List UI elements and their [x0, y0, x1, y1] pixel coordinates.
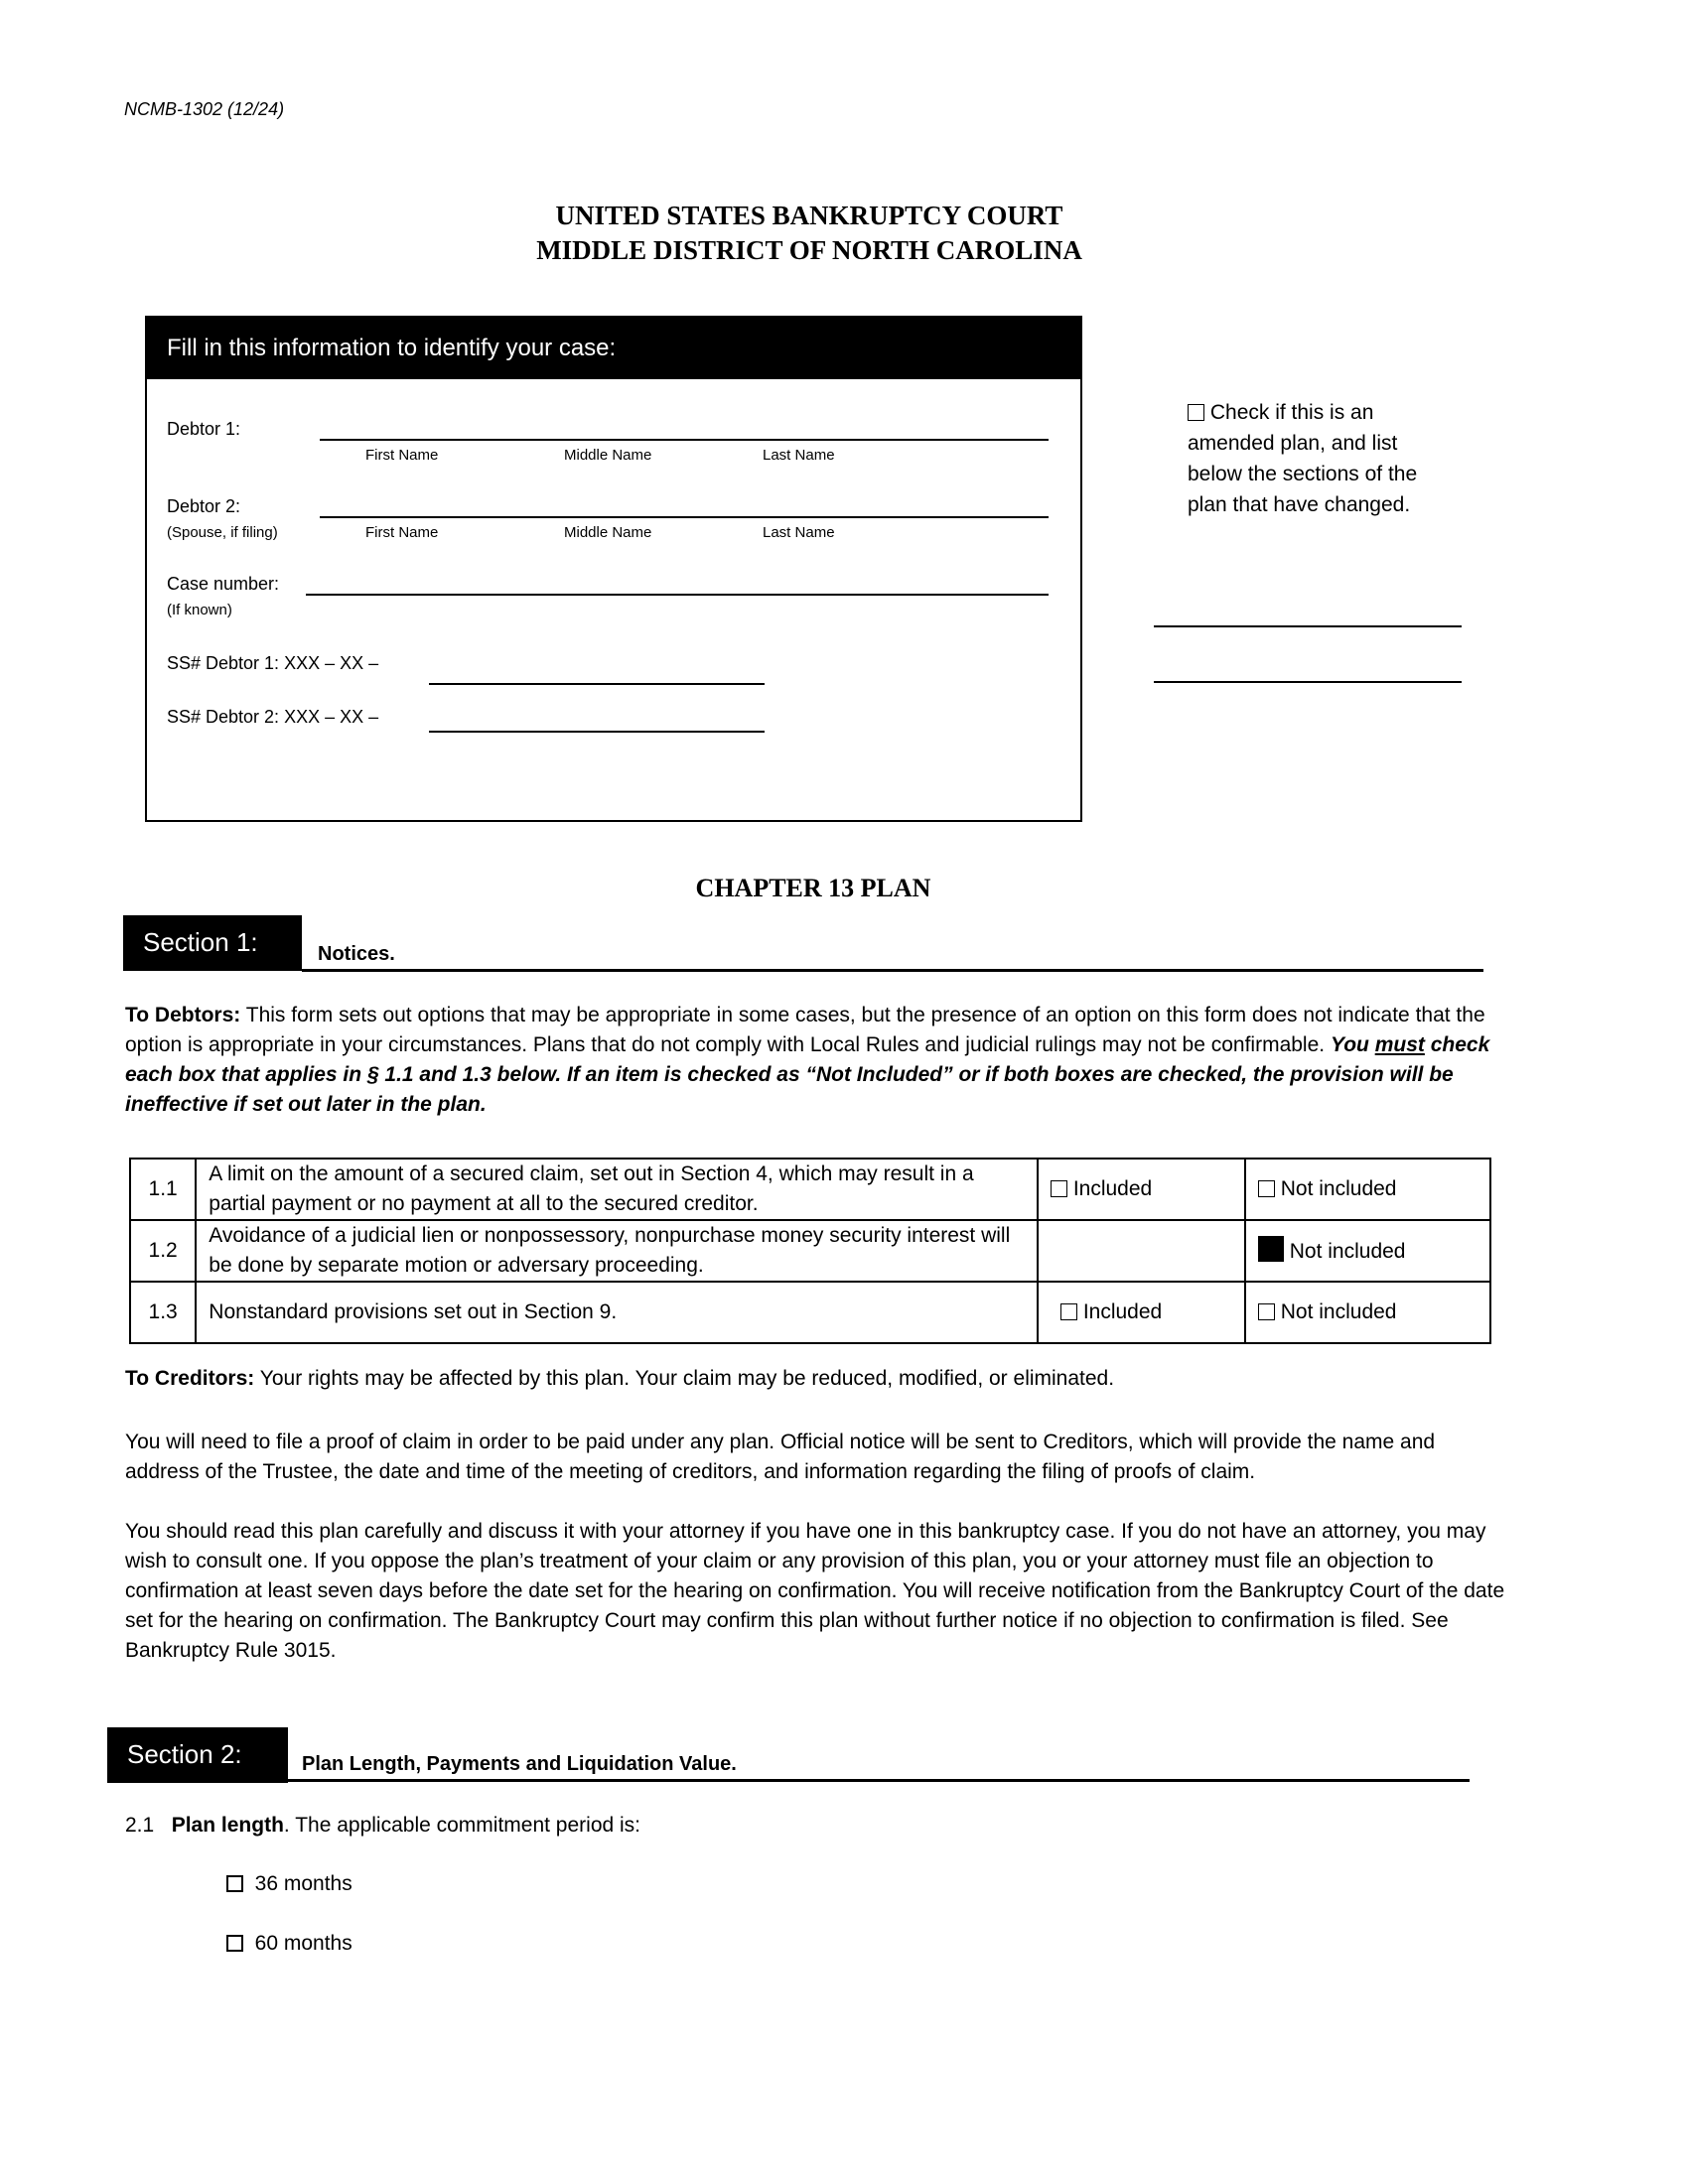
- option-60-months[interactable]: [226, 1932, 352, 1956]
- debtor2-middle-name-caption: Middle Name: [564, 524, 652, 541]
- ss-debtor1-field[interactable]: [429, 683, 765, 685]
- court-name: UNITED STATES BANKRUPTCY COURT: [555, 201, 1063, 230]
- label-60-months: 60 months: [254, 1932, 352, 1955]
- row-number: 1.3: [130, 1282, 196, 1343]
- plan-length-label: Plan length: [171, 1814, 284, 1837]
- ss-debtor1-label: SS# Debtor 1: XXX – XX –: [167, 653, 379, 673]
- amended-section-line-2[interactable]: [1154, 681, 1462, 683]
- case-info-header: Fill in this information to identify your case:: [147, 318, 1080, 379]
- case-number-note: (If known): [167, 602, 232, 618]
- row-description: Nonstandard provisions set out in Section 9.: [196, 1282, 1038, 1343]
- table-row: [130, 1159, 1490, 1220]
- case-number-field[interactable]: [306, 594, 1049, 596]
- section1-title: Notices.: [318, 943, 395, 965]
- row-description: Avoidance of a judicial lien or nonpossessory, nonpurchase money security interest will be done by separate motion or adversary proceeding.: [196, 1220, 1038, 1282]
- label-36-months: 36 months: [254, 1872, 352, 1895]
- to-debtors-label: To Debtors:: [125, 1004, 241, 1026]
- included-checkbox[interactable]: [1060, 1303, 1077, 1320]
- to-debtors-text: This form sets out options that may be appropriate in some cases, but the presence of an option on this form does not indicate that the option is appropriate in your circumstances. Plans that do not comply with Local Rules and judicial rulings may not be confirmable.: [125, 1004, 1485, 1056]
- included-checkbox[interactable]: [1051, 1180, 1067, 1197]
- ss-debtor2-label: SS# Debtor 2: XXX – XX –: [167, 707, 379, 727]
- amended-plan-text: Check if this is an amended plan, and list below the sections of the plan that have changed.: [1188, 401, 1418, 516]
- row-not-included-cell: [1245, 1159, 1490, 1220]
- row-included-cell: [1038, 1220, 1245, 1282]
- plan-title: CHAPTER 13 PLAN: [695, 874, 931, 902]
- debtor1-name-field[interactable]: [320, 439, 1049, 441]
- row-not-included-cell: [1245, 1282, 1490, 1343]
- not-included-label: Not included: [1289, 1239, 1406, 1263]
- included-label: Included: [1082, 1300, 1163, 1323]
- not-included-checkbox[interactable]: [1258, 1303, 1275, 1320]
- section2-rule: [288, 1779, 1470, 1782]
- debtor2-last-name-caption: Last Name: [763, 524, 835, 541]
- section2-tab: Section 2:: [107, 1727, 288, 1783]
- plan-length-item: [125, 1811, 1505, 1841]
- ss-debtor2-field[interactable]: [429, 731, 765, 733]
- checkbox-36-months[interactable]: [226, 1875, 243, 1892]
- case-number-label: Case number:: [167, 574, 280, 594]
- row-number: 1.2: [130, 1220, 196, 1282]
- not-included-checkbox[interactable]: [1258, 1180, 1275, 1197]
- checkbox-60-months[interactable]: [226, 1935, 243, 1952]
- section1-tab: Section 1:: [123, 915, 302, 971]
- debtor1-middle-name-caption: Middle Name: [564, 447, 652, 464]
- amended-plan-notice: [1188, 397, 1426, 520]
- debtor2-label: Debtor 2:: [167, 496, 241, 516]
- debtor2-name-field[interactable]: [320, 516, 1049, 518]
- table-row: [130, 1282, 1490, 1343]
- row-number: 1.1: [130, 1159, 196, 1220]
- debtor1-label: Debtor 1:: [167, 419, 241, 439]
- form-id: NCMB-1302 (12/24): [124, 99, 285, 119]
- debtor1-first-name-caption: First Name: [365, 447, 439, 464]
- plan-length-number: 2.1: [125, 1814, 155, 1837]
- not-included-label: Not included: [1280, 1300, 1397, 1323]
- debtor1-last-name-caption: Last Name: [763, 447, 835, 464]
- to-debtors-paragraph: [125, 1001, 1505, 1120]
- to-creditors-label: To Creditors:: [125, 1367, 255, 1390]
- to-creditors-paragraph: [125, 1364, 1505, 1394]
- provisions-table: [129, 1158, 1491, 1344]
- court-district: MIDDLE DISTRICT OF NORTH CAROLINA: [536, 235, 1082, 265]
- amended-section-line-1[interactable]: [1154, 625, 1462, 627]
- not-included-checkbox-filled[interactable]: [1258, 1236, 1284, 1262]
- row-included-cell: [1038, 1282, 1245, 1343]
- debtor2-first-name-caption: First Name: [365, 524, 439, 541]
- included-label: Included: [1072, 1177, 1153, 1200]
- row-included-cell: [1038, 1159, 1245, 1220]
- amended-plan-checkbox[interactable]: [1188, 404, 1204, 421]
- case-info-box: [145, 316, 1082, 822]
- plan-length-text: . The applicable commitment period is:: [283, 1814, 641, 1837]
- option-36-months[interactable]: [226, 1872, 352, 1896]
- read-plan-paragraph: You should read this plan carefully and discuss it with your attorney if you have one in this bankruptcy case. If you do not have an attorney, you may wish to consult one. If you oppose the plan’s treatment of your claim or any provision of this plan, you or your attorney must file an objection to confirmation at least seven days before the date set for the hearing on confirmation. You will receive notification from the Bankruptcy Court of the date set for the hearing on confirmation. The Bankruptcy Court may confirm this plan without further notice if no objection to confirmation is filed. See Bankruptcy Rule 3015.: [125, 1520, 1505, 1662]
- not-included-label: Not included: [1280, 1177, 1397, 1200]
- debtor2-note: (Spouse, if filing): [167, 524, 278, 541]
- to-creditors-text: Your rights may be affected by this plan. Your claim may be reduced, modified, or eliminated.: [259, 1367, 1115, 1390]
- section2-title: Plan Length, Payments and Liquidation Value.: [302, 1753, 737, 1775]
- to-debtors-must: must: [1374, 1033, 1425, 1056]
- section1-rule: [302, 969, 1483, 972]
- table-row: [130, 1220, 1490, 1282]
- to-debtors-em-post: check each box that applies in § 1.1 and 1.3 below. If an item is checked as “Not Included” or if both boxes are checked, the provision will be ineffective if set out later in the plan.: [125, 1033, 1490, 1116]
- row-not-included-cell: [1245, 1220, 1490, 1282]
- proof-of-claim-paragraph: You will need to file a proof of claim in order to be paid under any plan. Official notice will be sent to Creditors, which will provide the name and address of the Trustee, the date and time of the meeting of creditors, and information regarding the filing of proofs of claim.: [125, 1431, 1436, 1483]
- row-description: A limit on the amount of a secured claim, set out in Section 4, which may result in a partial payment or no payment at all to the secured creditor.: [196, 1159, 1038, 1220]
- to-debtors-em-pre: You: [1330, 1033, 1375, 1056]
